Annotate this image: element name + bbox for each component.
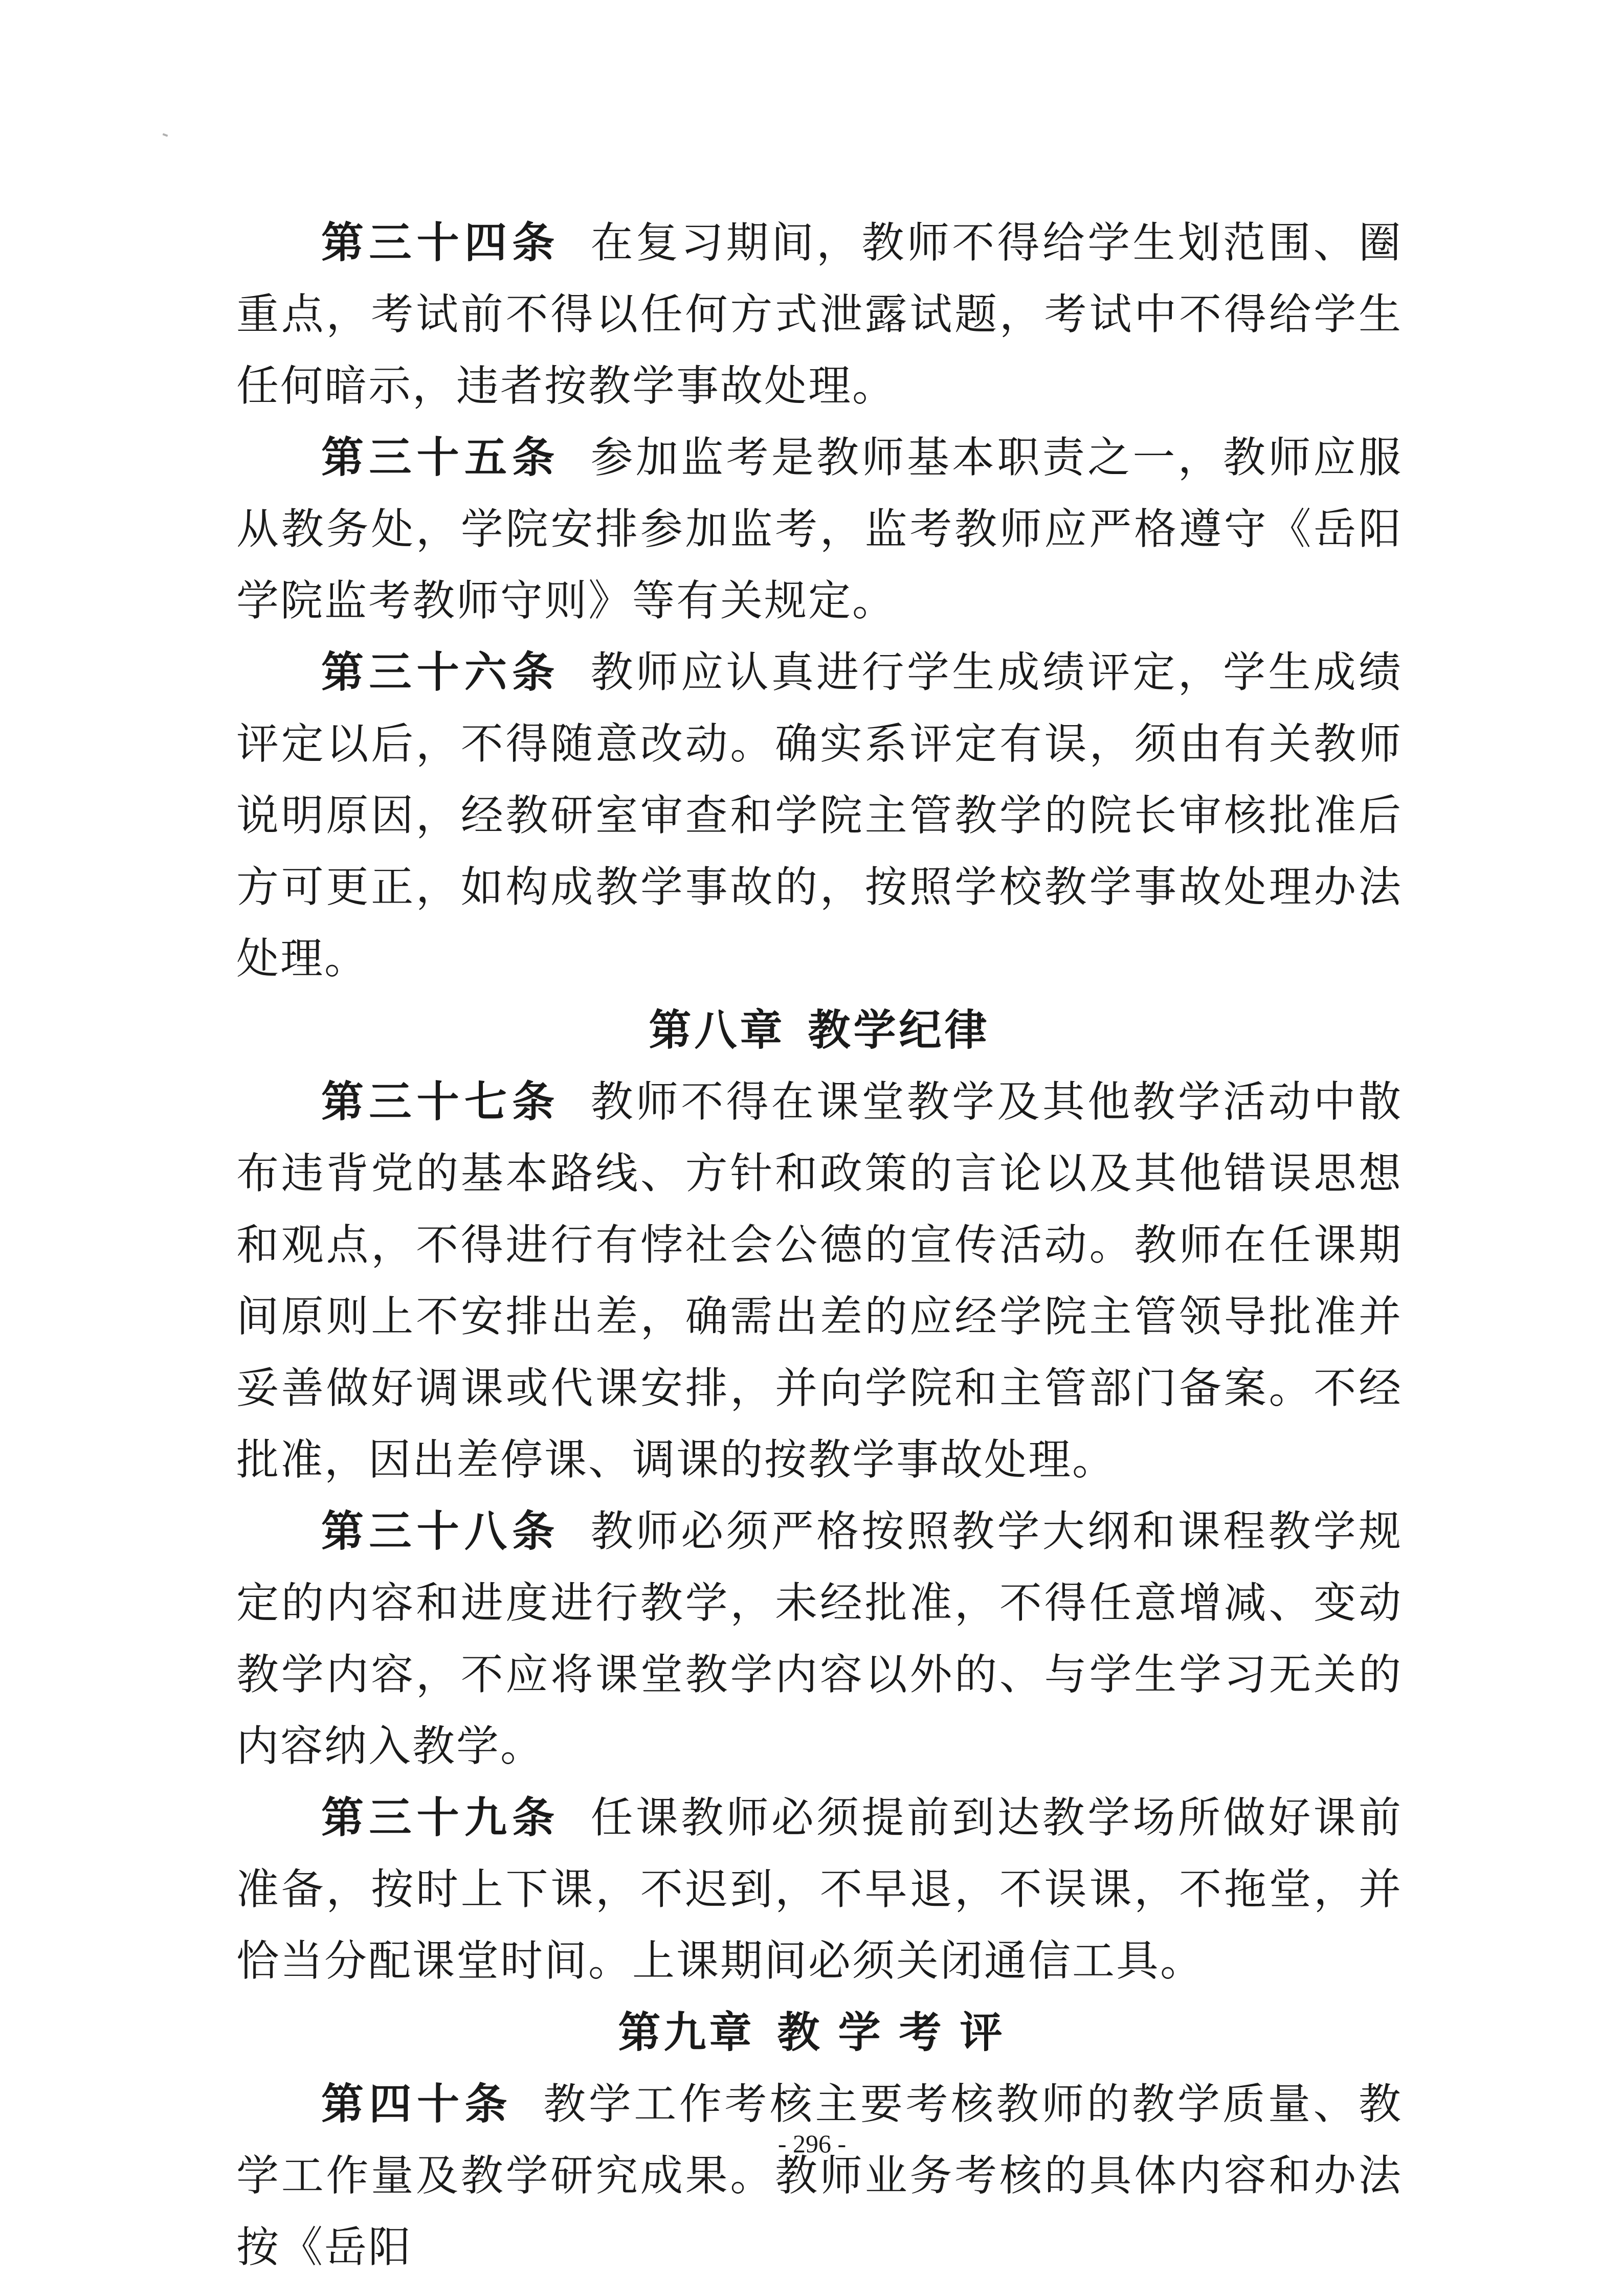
article-number: 第三十七条: [321, 1077, 560, 1127]
article-text: 参加监考是教师基本职责之一，教师应服从教务处，学院安排参加监考，监考教师应严格遵守《岳阳学院监考教师守则》等有关规定。: [236, 433, 1403, 625]
article-text: 在复习期间，教师不得给学生划范围、圈重点，考试前不得以任何方式泄露试题，考试中不得给学生任何暗示，违者按教学事故处理。: [236, 218, 1403, 411]
article-36: [236, 637, 1403, 995]
article-text: 教师不得在课堂教学及其他教学活动中散布违背党的基本路线、方针和政策的言论以及其他错误思想和观点，不得进行有悖社会公德的宣传活动。教师在任课期间原则上不安排出差，确需出差的应经学院主管领导批准并妥善做好调课或代课安排，并向学院和主管部门备案。不经批准，因出差停课、调课的按教学事故处理。: [236, 1077, 1403, 1484]
article-34: [236, 207, 1403, 422]
article-text: 教学工作考核主要考核教师的教学质量、教学工作量及教学研究成果。教师业务考核的具体内容和办法按《岳阳: [236, 2079, 1403, 2272]
page-number: - 296 -: [777, 2129, 847, 2158]
article-40: [236, 2068, 1403, 2283]
article-35: [236, 422, 1403, 637]
article-37: [236, 1066, 1403, 1496]
article-text: 教师必须严格按照教学大纲和课程教学规定的内容和进度进行教学，未经批准，不得任意增减、变动教学内容，不应将课堂教学内容以外的、与学生学习无关的内容纳入教学。: [236, 1506, 1403, 1771]
article-number: 第三十五条: [321, 433, 560, 482]
article-39: [236, 1782, 1403, 1997]
scan-speck: [163, 133, 168, 137]
article-text: 教师应认真进行学生成绩评定，学生成绩评定以后，不得随意改动。确实系评定有误，须由有关教师说明原因，经教研室审查和学院主管教学的院长审核批准后方可更正，如构成教学事故的，按照学校教学事故处理办法处理。: [236, 647, 1403, 983]
article-number: 第三十九条: [321, 1793, 560, 1842]
article-38: [236, 1496, 1403, 1782]
chapter-heading-9: [236, 1997, 1403, 2068]
chapter-number: 第八章: [649, 1005, 786, 1055]
chapter-heading-8: [236, 995, 1403, 1066]
article-number: 第三十八条: [321, 1506, 560, 1556]
regulation-body: [236, 207, 1403, 2283]
chapter-number: 第九章: [618, 2008, 755, 2057]
chapter-title: 教学考评: [777, 2008, 1021, 2057]
article-number: 第四十条: [321, 2079, 513, 2129]
article-number: 第三十六条: [321, 647, 560, 697]
article-number: 第三十四条: [321, 218, 560, 267]
chapter-title: 教学纪律: [808, 1005, 990, 1055]
article-text: 任课教师必须提前到达教学场所做好课前准备，按时上下课，不迟到，不早退，不误课，不拖堂，并恰当分配课堂时间。上课期间必须关闭通信工具。: [236, 1793, 1403, 1986]
